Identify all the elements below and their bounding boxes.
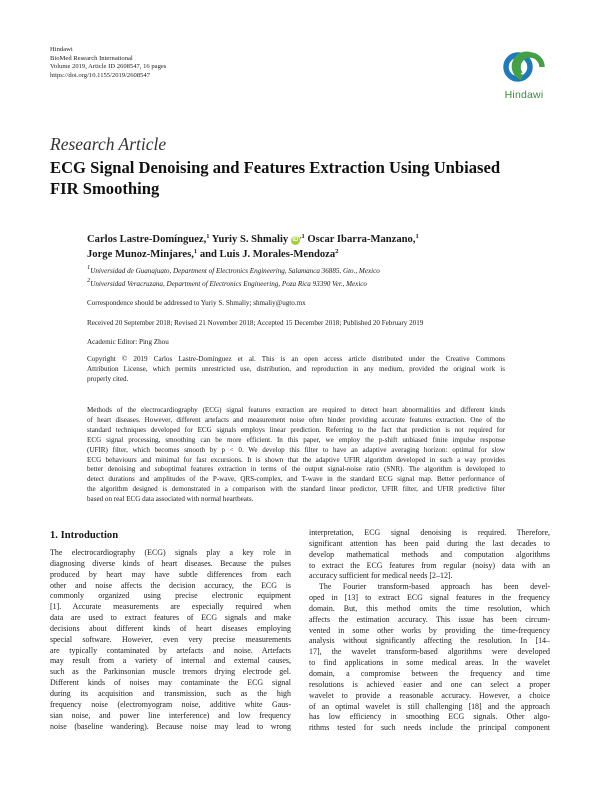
publisher-name: Hindawi	[50, 46, 73, 53]
author-line	[87, 232, 507, 247]
body-line: domain, a compromise between the frequency and time	[309, 668, 550, 678]
body-line: The electrocardiography (ECG) signals play a key role in	[50, 548, 291, 557]
body-line: are typically contaminated by artefacts and noise. Artefacts	[50, 645, 291, 655]
title-line: ECG Signal Denoising and Features Extraction Using Unbiased	[50, 158, 501, 177]
body-line: domain. But, this method omits the time resolution, which	[309, 603, 550, 613]
body-line: to find applications in some medical areas. In the wavelet	[309, 658, 550, 668]
body-line: such as the Parkinsonian muscle tremors drying electrode gel.	[50, 667, 291, 677]
body-line: resolutions is achieved easier and one can select a proper	[309, 679, 550, 689]
body-line: other and noise affects the decision accuracy, the ECG is	[50, 580, 291, 590]
paper-title	[50, 158, 550, 199]
body-line: accuracy sufficient for medical needs [2–12].	[309, 571, 453, 581]
abstract-line: standard techniques developed for ECG signals employs linear prediction. Referring to the fact that prediction is not required for	[87, 425, 505, 434]
abstract-line: ECG behaviours and minimal for fast excursions. It is shown that the adaptive UFIR algorithm developed in such a way provides	[87, 455, 505, 464]
article-type: Research Article	[50, 134, 167, 154]
body-line: commonly organized using precise electronic equipment	[50, 591, 291, 601]
author-name[interactable]: Carlos Lastre-Domínguez,	[87, 234, 207, 245]
copyright-notice	[87, 355, 505, 385]
body-line: wavelet to provide a reasonable accuracy. However, a choice	[309, 690, 550, 700]
body-line: noise (baseline wandering). Because noise may lead to wrong	[50, 721, 291, 731]
copyright-line: Attribution License, which permits unrestricted use, distribution, and reproduction in any medium, provided the original work is	[87, 364, 505, 373]
affiliation-marker: 1	[193, 248, 198, 255]
body-line: special software. However, even very precise measurements	[50, 634, 291, 644]
body-line: frequency noise (electromyogram noise, additive white Gaus-	[50, 699, 291, 709]
author-name[interactable]: Jorge Munoz-Minjares,	[87, 249, 194, 260]
author-list	[87, 232, 507, 262]
body-line: may result from a variety of internal and external causes,	[50, 656, 291, 666]
abstract-line: based on real ECG data associated with normal heartbeats.	[87, 495, 254, 504]
abstract-line: ECG signal processing, smoothing can be more efficient. In this paper, we employ the p-shift unbiased finite impulse response	[87, 435, 505, 444]
body-line: develop mathematical methods and computation algorithms	[309, 549, 550, 559]
volume-info: Volume 2019, Article ID 2608547, 16 pages	[50, 63, 167, 71]
section-heading: 1. Introduction	[50, 530, 119, 541]
hindawi-logo	[498, 48, 550, 104]
left-column	[50, 548, 291, 732]
affiliation-marker: ,1	[299, 233, 305, 240]
copyright-line: Copyright © 2019 Carlos Lastre-Domínguez et al. This is an open access article distributed under the Creative Commons	[87, 355, 505, 363]
abstract-line: detect durations and amplitudes of the P-wave, QRS-complex, and T-wave in the standard ECG signal map. Better performance of	[87, 475, 505, 484]
right-column	[309, 528, 550, 734]
body-line: vented in some other works by providing the time-frequency	[309, 625, 550, 635]
body-line: Different kinds of noises may contaminate the ECG signal	[50, 678, 291, 688]
publication-dates: Received 20 September 2018; Revised 21 November 2018; Accepted 15 December 2018; Published 20 February 2019	[87, 319, 424, 327]
body-line: 17], the wavelet transform-based algorithms were developed	[309, 647, 550, 657]
body-line: affects the estimation accuracy. This issue has been circum-	[309, 614, 550, 624]
body-line: [1]. Accurate measurements are especially required when	[50, 602, 291, 612]
body-line: oped in [13] to extract ECG signal features in the frequency	[309, 593, 550, 603]
affiliation-1	[87, 264, 507, 275]
abstract-line: the algorithm designed is demonstrated in a comparison with the standard linear predictor, UFIR filter, and UFIR predictive filter	[87, 485, 505, 494]
abstract-line: Methods of the electrocardiography (ECG) signal features extraction are required to detect heart abnormalities and different kinds	[87, 406, 505, 414]
body-line: diagnosing diverse kinds of heart diseases. Because the pulses	[50, 558, 291, 568]
author-line	[87, 247, 507, 262]
academic-editor: Academic Editor: Ping Zhou	[87, 338, 169, 346]
author-name[interactable]: and Luis J. Morales-Mendoza	[199, 249, 336, 260]
body-line: sian noise, and power line interference) and low frequency	[50, 710, 291, 720]
title-line: FIR Smoothing	[50, 178, 160, 198]
affiliation-text: Universidad Veracruzana, Department of Electronics Engineering, Poza Rica 93390 Ver., Mexico	[90, 280, 367, 288]
body-line: data are used to extract features of ECG signals and make	[50, 613, 291, 623]
body-line: significant attention has been paid during the last decades to	[309, 538, 550, 548]
body-line: decisions about different kinds of heart diseases employing	[50, 623, 291, 633]
body-line: to extract the ECG features from regular (noisy) data with an	[309, 560, 550, 570]
copyright-line: properly cited.	[87, 374, 129, 383]
abstract	[87, 406, 505, 505]
doi-link[interactable]: https://doi.org/10.1155/2019/2608547	[50, 71, 151, 79]
body-line: produced by heart may have subtle differences from each	[50, 569, 291, 579]
abstract-line: (UFIR) filter, which becomes smooth by p < 0. We develop this filter to have an adaptive averaging horizon: optimal for slow	[87, 445, 505, 454]
author-name[interactable]: Yuriy S. Shmaliy	[211, 234, 289, 245]
journal-name: BioMed Research International	[50, 54, 133, 62]
hindawi-rings-logo-icon	[498, 48, 550, 88]
body-line: has low efficiency in smoothing ECG signals. Other algo-	[309, 712, 550, 722]
affiliation-text: Universidad de Guanajuato, Department of Electronics Engineering, Salamanca 36885, Gto., Mexico	[90, 267, 380, 275]
author-name[interactable]: Oscar Ibarra-Manzano,	[307, 234, 416, 245]
body-line: The Fourier transform-based approach has been devel-	[319, 582, 550, 592]
orcid-icon[interactable]: iD	[292, 237, 299, 243]
logo-text: Hindawi	[504, 89, 544, 101]
affiliation-marker: 1	[415, 233, 419, 240]
correspondence: Correspondence should be addressed to Yuriy S. Shmaliy; shmaliy@ugto.mx	[87, 299, 306, 307]
affiliation-marker: 1	[206, 233, 210, 240]
affiliation-2	[87, 277, 507, 288]
body-line: rithms tested for such needs include the principal component	[309, 723, 550, 733]
affiliation-number: 1	[87, 264, 91, 271]
abstract-line: of heart diseases. However, different artefacts and measurement noise often hinder providing accurate features extraction. One of the	[87, 415, 505, 424]
body-line: interpretation, ECG signal denoising is required. Therefore,	[309, 528, 550, 537]
affiliation-marker: 2	[335, 248, 339, 255]
body-line: during its acquisition and transmission, such as the high	[50, 688, 291, 698]
body-line: analysis without significantly affecting the resolution. In [14–	[309, 636, 550, 646]
journal-info	[50, 46, 166, 80]
body-line: of an optimal wavelet is still challenging [18] and the approach	[309, 701, 550, 711]
abstract-line: better denoising and suboptimal features extraction in terms of the output signal-noise ratio (SNR). The algorithm is developed to	[87, 465, 505, 474]
affiliation-number: 2	[87, 277, 91, 284]
